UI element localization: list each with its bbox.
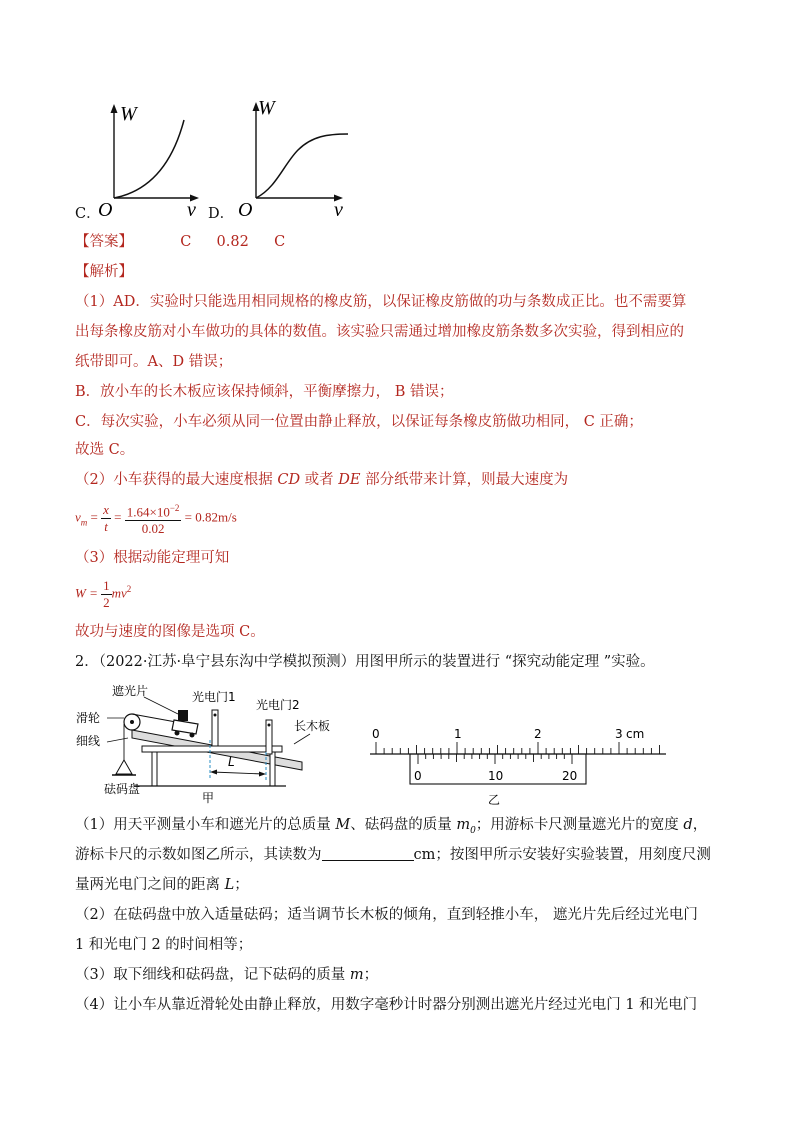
tick-label-vernier-10: 10 [488,769,504,783]
denominator: 0.02 [141,521,165,537]
eq: = [114,509,125,525]
label-L: L [228,755,235,769]
answer-label: 【答案】 [75,234,133,250]
var-m0: m [456,817,471,833]
curve-c [114,120,184,198]
answer-3: C [274,234,286,250]
graph-option-d [236,92,356,222]
q2-s2-l2: 1 和光电门 2 的时间相等； [75,937,253,953]
answer-1: C [180,234,192,250]
option-c-label: C． [75,206,101,222]
text: 游标卡尺的示数如图乙所示，其读数为 [75,847,322,863]
denominator: 2 [103,595,110,610]
q2-s2-l1: （2）在砝码盘中放入适量砝码；适当调节长木板的倾角，直到轻推小车， 遮光片先后经过光电门 [75,907,698,923]
q2-s1-l3 [75,875,249,895]
analysis-p1-l1: （1）AD．实验时只能选用相同规格的橡皮筋，以保证橡皮筋做的功与条数成正比。也不需要算 [75,294,687,310]
analysis-p3: C．每次实验，小车必须从同一位置由静止释放，以保证每条橡皮筋做功相同， C 正确； [75,414,643,430]
q2-s1-l1 [75,815,707,841]
fraction-half [101,578,112,611]
curve-d [256,134,348,198]
tick-label-main-0: 0 [372,727,380,741]
tick-label-vernier-20: 20 [562,769,578,783]
q2-s1-l2 [75,845,711,865]
var-v: v [75,509,81,525]
unit-label: cm [626,727,645,741]
leader [107,738,128,742]
cart-wheel [190,733,195,738]
var-m: m [349,967,364,983]
main-scale-ticks [376,742,660,754]
text: 量两光电门之间的距离 [75,877,225,893]
table-leg [152,752,157,786]
exponent: −2 [169,503,180,513]
analysis-p1-l3: 纸带即可。A、D 错误； [75,354,233,370]
text: ；用游标卡尺测量遮光片的宽度 [475,817,684,833]
exponent: 2 [126,584,132,595]
vernier-scale-ticks [418,754,572,764]
caption-yi: 乙 [488,793,501,807]
cart-wheel [175,731,180,736]
table-leg [270,752,275,786]
tick-label-main-1: 1 [454,727,462,741]
axis-w-label: W [258,97,275,119]
label-thread: 细线 [76,734,101,748]
sub-m: m [80,517,88,528]
numerator: x [103,502,109,518]
label-pan: 砝码盘 [104,782,141,796]
var-L: L [224,877,235,893]
analysis-p7: 故功与速度的图像是选项 C。 [75,624,265,640]
rhs: mv [111,585,127,601]
weight-pan-icon [116,760,132,774]
formula-work-energy [75,578,131,611]
leader [294,734,310,744]
text: （3）取下细线和砝码盘，记下砝码的质量 [75,967,350,983]
arrow-right-icon [259,772,266,777]
analysis-p1-l2: 出每条橡皮筋对小车做功的具体的数值。该实验只需通过增加橡皮筋条数多次实验，得到相应的 [75,324,684,340]
table-top [142,746,282,752]
label-pulley: 滑轮 [76,711,101,725]
var-d: d [683,817,693,833]
shade-plate [178,710,188,721]
analysis-p2: B．放小车的长木板应该保持倾斜，平衡摩擦力， B 错误； [75,384,454,400]
leader [144,697,178,714]
analysis-label: 【解析】 [75,264,133,280]
photogate-1-sensor [214,714,217,717]
origin-label: O [98,199,113,221]
q2-s4: （4）让小车从靠近滑轮处由静止释放，用数字毫秒计时器分别测出遮光片经过光电门 1 和光电门 [75,997,698,1013]
arrow-left-icon [210,770,217,775]
answer-blank[interactable] [322,846,414,861]
origin-label: O [238,199,253,221]
var-M: M [335,817,351,833]
q2-s3 [75,965,378,985]
num-text: 1.64×10 [126,504,170,520]
analysis-p6: （3）根据动能定理可知 [75,550,230,566]
analysis-p4: 故选 C。 [75,442,135,458]
segment-de: DE [338,472,361,488]
axis-w-label: W [120,103,137,125]
text: cm；按图甲所示安装好实验装置，用刻度尺测 [413,847,711,863]
text: ； [363,967,379,983]
answer-2: 0.82 [216,234,249,250]
segment-cd: CD [277,472,301,488]
label-board: 长木板 [294,719,331,733]
label-shade: 遮光片 [112,684,149,698]
graph-option-c [96,100,206,222]
distance-L-arrow [212,772,264,774]
text: （1）用天平测量小车和遮光片的总质量 [75,817,336,833]
text: 、砝码盘的质量 [350,817,457,833]
eq: = [87,509,102,525]
text: ， [692,817,708,833]
tick-label-main-2: 2 [534,727,542,741]
denominator: t [104,519,108,535]
option-d-label: D． [208,206,235,222]
fraction-value [125,500,182,537]
text: ； [234,877,249,893]
caption-jia: 甲 [202,791,215,805]
tick-label-main-3: 3 [615,727,623,741]
text: （2）小车获得的最大速度根据 [75,472,278,488]
q2-intro: 2．（2022·江苏·阜宁县东沟中学模拟预测）用图甲所示的装置进行 “探究动能定理 ”实验。 [75,654,655,670]
y-axis-arrow-icon [111,104,118,113]
figure-vernier [364,722,674,810]
text: 部分纸带来计算，则最大速度为 [360,472,569,488]
result: = 0.82m/s [184,509,237,525]
pulley-axle [130,720,134,724]
tick-label-vernier-0: 0 [414,769,422,783]
label-gate2: 光电门2 [256,698,300,712]
numerator: 1 [103,578,110,593]
photogate-2-sensor [268,724,271,727]
figure-apparatus [72,680,352,810]
analysis-p5 [75,470,568,490]
axis-v-label: v [334,199,343,221]
text: 或者 [300,472,339,488]
formula-max-velocity [75,500,237,537]
numerator [125,500,182,521]
answer-line [75,232,285,252]
label-gate1: 光电门1 [192,690,236,704]
axis-v-label: v [187,199,196,221]
lhs: W = [75,585,102,601]
fraction-x-t [101,502,111,535]
sub-0: 0 [470,825,476,836]
